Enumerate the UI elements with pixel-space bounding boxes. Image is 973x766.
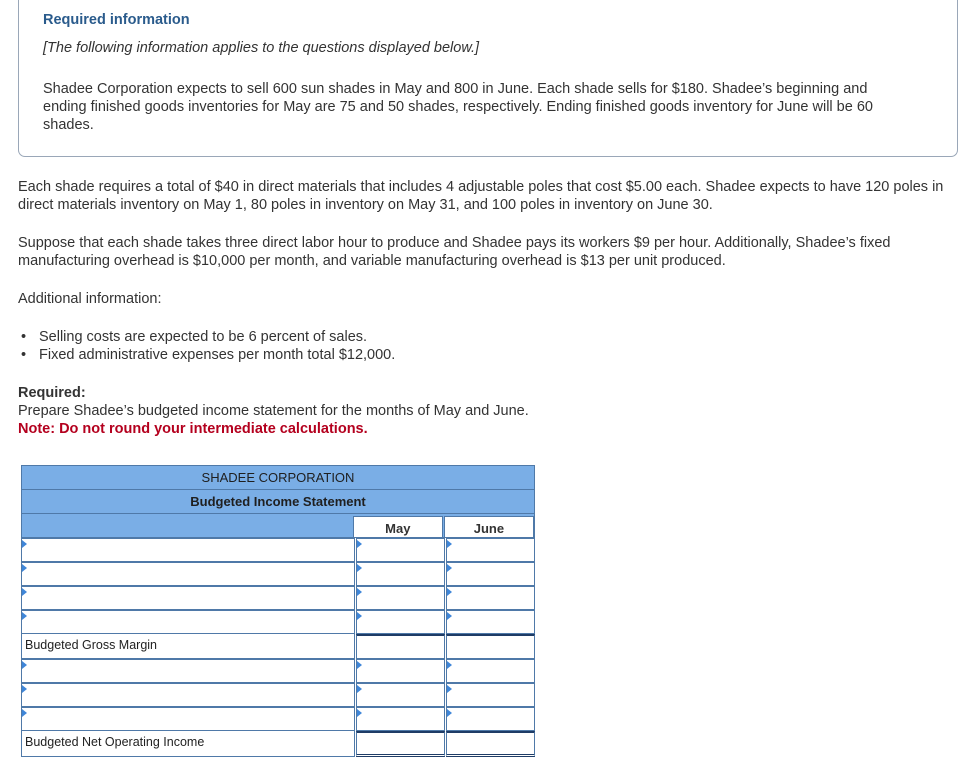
bullet-text: Fixed administrative expenses per month total $12,000.	[39, 347, 396, 363]
dropdown-indicator-icon	[22, 612, 27, 620]
input-indicator-icon	[357, 661, 362, 669]
june-amount-input[interactable]	[446, 683, 535, 707]
dropdown-indicator-icon	[22, 709, 27, 717]
input-indicator-icon	[357, 540, 362, 548]
input-indicator-icon	[447, 588, 452, 596]
june-amount-input[interactable]	[446, 707, 535, 731]
input-indicator-icon	[447, 661, 452, 669]
column-header-spacer	[22, 514, 353, 537]
bullet-icon: •	[21, 329, 27, 345]
net-operating-income-row	[21, 731, 535, 757]
rounding-note: Note: Do not round your intermediate calculations.	[18, 421, 368, 437]
may-amount-input[interactable]	[356, 707, 445, 731]
input-indicator-icon	[447, 685, 452, 693]
net-operating-income-label: Budgeted Net Operating Income	[21, 731, 355, 757]
bullet-text: Selling costs are expected to be 6 percent of sales.	[39, 329, 368, 345]
may-amount-input[interactable]	[356, 683, 445, 707]
june-amount-input[interactable]	[446, 562, 535, 586]
table-row	[21, 586, 535, 610]
required-text: Prepare Shadee’s budgeted income statement for the months of May and June.	[18, 403, 529, 419]
may-net-income-input[interactable]	[356, 731, 445, 757]
may-gross-margin-input[interactable]	[356, 634, 445, 659]
table-row	[21, 707, 535, 731]
table-row	[21, 538, 535, 562]
row-label-dropdown[interactable]	[21, 683, 355, 707]
input-indicator-icon	[357, 588, 362, 596]
direct-labor-paragraph: Suppose that each shade takes three direct labor hour to produce and Shadee pays its workers $9 per hour. Additionally, Shadee’s fixed manufacturing overhead is $10,000 per month, and variable manufacturing overhead is $13 per unit produced.	[18, 235, 891, 269]
list-item	[18, 346, 395, 364]
dropdown-indicator-icon	[22, 564, 27, 572]
info-subtitle: [The following information applies to the questions displayed below.]	[43, 40, 480, 56]
budgeted-income-statement	[21, 465, 535, 757]
input-indicator-icon	[357, 685, 362, 693]
required-information-title: Required information	[43, 12, 190, 28]
column-header-row	[21, 514, 535, 538]
additional-info-heading: Additional information:	[18, 291, 162, 307]
dropdown-indicator-icon	[22, 685, 27, 693]
table-row	[21, 683, 535, 707]
input-indicator-icon	[447, 709, 452, 717]
june-gross-margin-input[interactable]	[446, 634, 535, 659]
table-row	[21, 562, 535, 586]
additional-info-list	[18, 328, 395, 364]
table-row	[21, 659, 535, 683]
input-indicator-icon	[357, 612, 362, 620]
input-indicator-icon	[447, 612, 452, 620]
input-indicator-icon	[447, 540, 452, 548]
row-label-dropdown[interactable]	[21, 562, 355, 586]
may-amount-input[interactable]	[356, 659, 445, 683]
row-label-dropdown[interactable]	[21, 659, 355, 683]
gross-margin-row	[21, 634, 535, 659]
input-indicator-icon	[447, 564, 452, 572]
gross-margin-label: Budgeted Gross Margin	[21, 634, 355, 659]
required-heading: Required:	[18, 385, 86, 401]
required-section	[18, 384, 529, 438]
dropdown-indicator-icon	[22, 540, 27, 548]
june-amount-input[interactable]	[446, 538, 535, 562]
statement-title: Budgeted Income Statement	[21, 490, 535, 514]
row-label-dropdown[interactable]	[21, 610, 355, 634]
dropdown-indicator-icon	[22, 661, 27, 669]
info-paragraph: Shadee Corporation expects to sell 600 sun shades in May and 800 in June. Each shade sells for $180. Shadee’s beginning and ending finished goods inventories for May are 75 and 50 shades, respectively. Ending finished goods inventory for June will be 60 shades.	[43, 81, 873, 133]
dropdown-indicator-icon	[22, 588, 27, 596]
company-name: SHADEE CORPORATION	[21, 465, 535, 490]
row-label-dropdown[interactable]	[21, 707, 355, 731]
june-amount-input[interactable]	[446, 586, 535, 610]
may-amount-input[interactable]	[356, 586, 445, 610]
may-amount-input[interactable]	[356, 538, 445, 562]
june-amount-input[interactable]	[446, 659, 535, 683]
row-label-dropdown[interactable]	[21, 586, 355, 610]
column-header-may: May	[353, 516, 443, 537]
row-label-dropdown[interactable]	[21, 538, 355, 562]
bullet-icon: •	[21, 347, 27, 363]
direct-materials-paragraph: Each shade requires a total of $40 in direct materials that includes 4 adjustable poles that cost $5.00 each. Shadee expects to have 120 poles in direct materials inventory on May 1, 80 poles in inventory on May 31, and 100 poles in inventory on June 30.	[18, 179, 944, 213]
may-amount-input[interactable]	[356, 562, 445, 586]
input-indicator-icon	[357, 709, 362, 717]
june-amount-input[interactable]	[446, 610, 535, 634]
column-header-june: June	[444, 516, 534, 537]
may-amount-input[interactable]	[356, 610, 445, 634]
june-net-income-input[interactable]	[446, 731, 535, 757]
input-indicator-icon	[357, 564, 362, 572]
table-row	[21, 610, 535, 634]
list-item	[18, 328, 395, 346]
